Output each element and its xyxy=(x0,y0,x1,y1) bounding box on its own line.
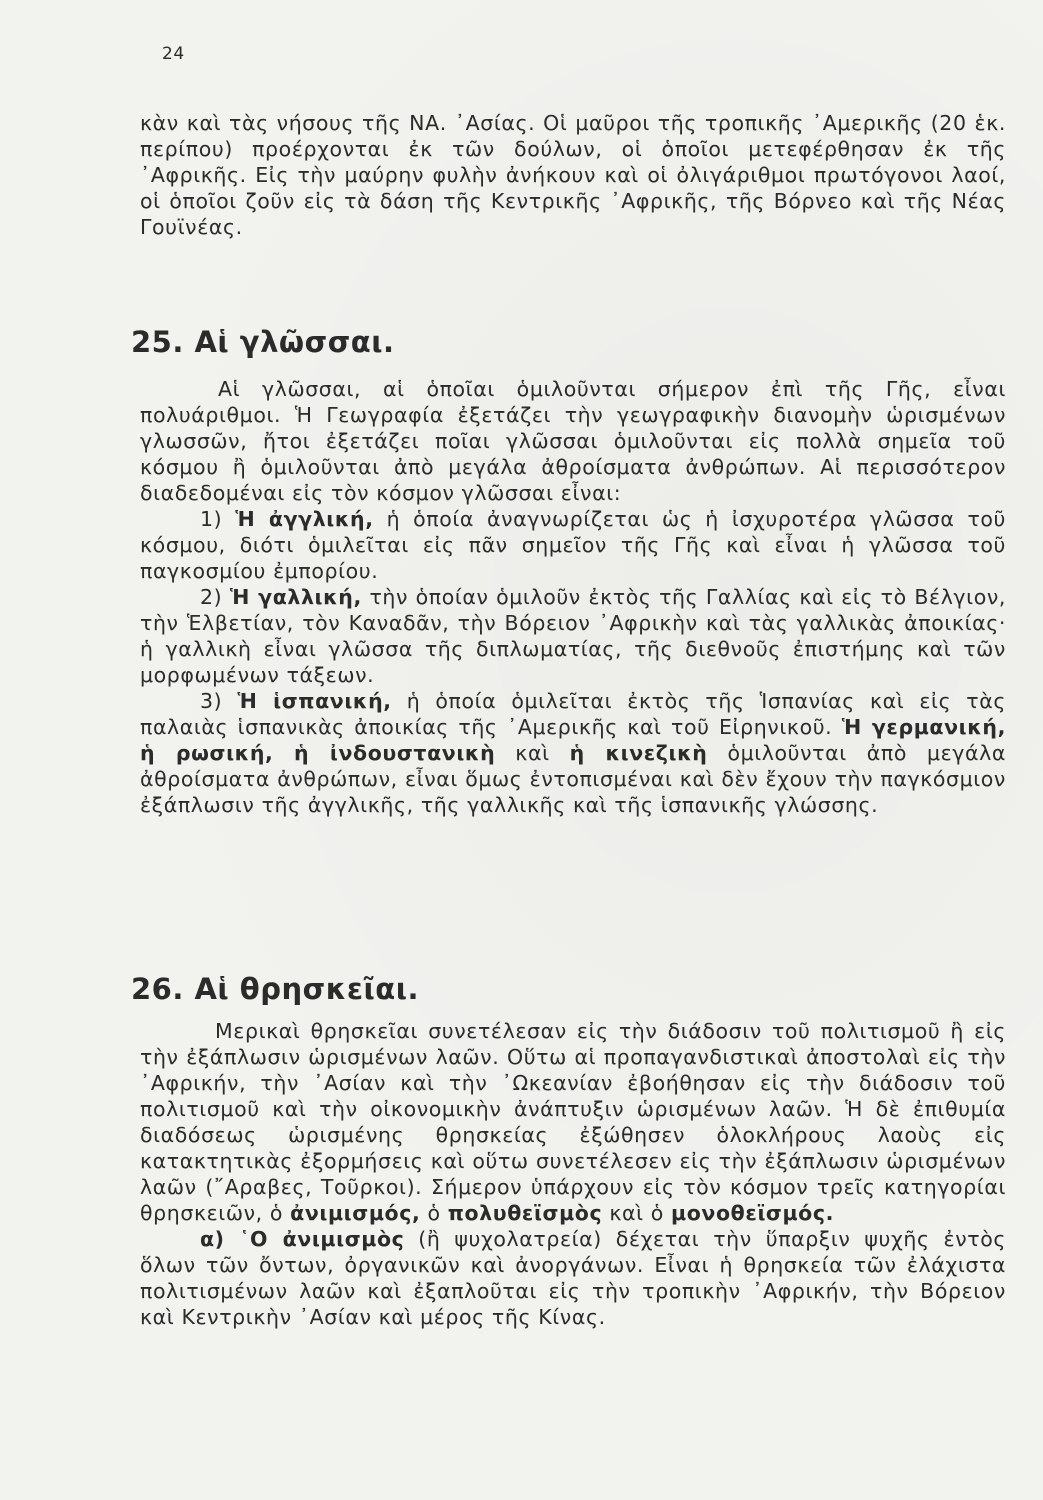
item-term: ἡ κινεζικὴ xyxy=(569,741,708,765)
item-term: Ἡ ἱσπανική, xyxy=(237,689,392,713)
intro-paragraph: κὰν καὶ τὰς νήσους τῆς ΝΑ. ᾽Ασίας. Οἱ μαῦροι τῆς τροπικῆς ᾽Αμερικῆς (20 ἑκ. περίπου) προέρχονται ἐκ τῶν δούλων, οἱ ὁποῖοι μετεφέρθησαν ἐκ τῆς ᾽Αφρικῆς. Εἰς τὴν μαύρην φυλὴν ἀνήκουν καὶ οἱ ὀλιγάριθμοι πρωτόγονοι λαοί, οἱ ὁποῖοι ζοῦν εἰς τὰ δάση τῆς Κεντρικῆς ᾽Αφρικῆς, τῆς Βόρνεο καὶ τῆς Νέας Γουϊνέας. xyxy=(140,111,1006,239)
religion-item-a xyxy=(140,1226,1006,1330)
language-item-1 xyxy=(140,506,1006,584)
language-item-2 xyxy=(140,584,1006,688)
item-term: Ἡ γερμανική, ἡ ρωσική, ἡ ἰνδουστανικὴ xyxy=(140,715,1006,765)
item-number: α) xyxy=(200,1227,240,1251)
item-term: ῾Ο ἀνιμισμὸς xyxy=(239,1227,405,1251)
item-text: τὴν ὁποίαν ὁμιλοῦν ἐκτὸς τῆς Γαλλίας καὶ εἰς τὸ Βέλγιον, τὴν Ἑλβετίαν, τὸν Καναδᾶν, τὴν Βόρειον ᾽Αφρικὴν καὶ τὰς γαλλικὰς ἀποικίας· ἡ γαλλικὴ εἶναι γλῶσσα τῆς διπλωματίας, τῆς διεθνοῦς ἐπιστήμης καὶ τῶν μορφωμένων τάξεων. xyxy=(140,585,1007,687)
item-number: 2) xyxy=(200,585,230,609)
paragraph-text: Μερικαὶ θρησκεῖαι συνετέλεσαν εἰς τὴν διάδοσιν τοῦ πολιτισμοῦ ἢ εἰς τὴν ἐξάπλωσιν ὡρισμένων λαῶν. Οὕτω αἱ προπαγανδιστικαὶ ἀποστολαὶ εἰς τὴν ᾽Αφρικήν, τὴν ᾽Ασίαν καὶ τὴν ᾽Ωκεανίαν ἐβοήθησαν εἰς τὴν διάδοσιν τοῦ πολιτισμοῦ καὶ τὴν οἰκονομικὴν ἀνάπτυξιν ὡρισμένων λαῶν. Ἡ δὲ ἐπιθυμία διαδόσεως ὡρισμένης θρησκείας ἐξώθησεν ὁλοκλήρους λαοὺς εἰς κατακτητικὰς ἐξορμήσεις καὶ οὕτω συνετέλεσεν εἰς τὴν ἐξάπλωσιν ὡρισμένων λαῶν (῎Αραβες, Τοῦρκοι). Σήμερον ὑπάρχουν εἰς τὸν κόσμον τρεῖς κατηγορίαι θρησκειῶν, ὁ xyxy=(140,1019,1006,1225)
term: ἀνιμισμός, xyxy=(290,1201,421,1225)
paragraph-text: ὁ xyxy=(420,1201,448,1225)
item-text: ἡ ὁποία ὁμιλεῖται ἐκτὸς τῆς Ἱσπανίας καὶ εἰς τὰς παλαιὰς ἱσπανικὰς ἀποικίας τῆς ᾽Αμερικῆς καὶ τοῦ Εἰρηνικοῦ. xyxy=(140,689,1006,739)
section-26-body xyxy=(140,1018,1006,1330)
item-number: 3) xyxy=(200,689,238,713)
intro-block xyxy=(140,110,1006,240)
item-number: 1) xyxy=(200,507,236,531)
term: μονοθεϊσμός. xyxy=(671,1201,835,1225)
section-25-heading: 25. Αἱ γλῶσσαι. xyxy=(131,325,395,359)
page-number: 24 xyxy=(162,44,185,64)
section-25-intro: Αἱ γλῶσσαι, αἱ ὁποῖαι ὁμιλοῦνται σήμερον ἐπὶ τῆς Γῆς, εἶναι πολυάριθμοι. Ἡ Γεωγραφία ἐξετάζει τὴν γεωγραφικὴν διανομὴν ὡρισμένων γλωσσῶν, ἤτοι ἐξετάζει ποῖαι γλῶσσαι ὁμιλοῦνται εἰς πολλὰ σημεῖα τοῦ κόσμου ἢ ὁμιλοῦνται ἀπὸ μεγάλα ἀθροίσματα ἀνθρώπων. Αἱ περισσότερον διαδεδομέναι εἰς τὸν κόσμον γλῶσσαι εἶναι: xyxy=(140,377,1006,505)
item-term: Ἡ γαλλική, xyxy=(229,585,362,609)
paragraph-text: καὶ ὁ xyxy=(602,1201,672,1225)
section-25-body xyxy=(140,376,1006,818)
term: πολυθεϊσμὸς xyxy=(447,1201,603,1225)
item-text: ἡ ὁποία ἀναγνωρίζεται ὡς ἡ ἰσχυροτέρα γλῶσσα τοῦ κόσμου, διότι ὁμιλεῖται εἰς πᾶν σημεῖον τῆς Γῆς καὶ εἶναι ἡ γλῶσσα τοῦ παγκοσμίου ἐμπορίου. xyxy=(140,507,1007,583)
item-text: ὁμιλοῦνται ἀπὸ μεγάλα ἀθροίσματα ἀνθρώπων, εἶναι ὅμως ἐντοπισμέναι καὶ δὲν ἔχουν τὴν παγκόσμιον ἐξάπλωσιν τῆς ἀγγλικῆς, τῆς γαλλικῆς καὶ τῆς ἱσπανικῆς γλώσσης. xyxy=(140,741,1006,817)
language-item-3 xyxy=(140,688,1006,818)
item-text: (ἢ ψυχολατρεία) δέχεται τὴν ὕπαρξιν ψυχῆς ἐντὸς ὅλων τῶν ὄντων, ὀργανικῶν καὶ ἀνοργάνων. Εἶναι ἡ θρησκεία τῶν ἐλάχιστα πολιτισμένων λαῶν καὶ ἐξαπλοῦται εἰς τὴν τροπικὴν ᾽Αφρικήν, τὴν Βόρειον καὶ Κεντρικὴν ᾽Ασίαν καὶ μέρος τῆς Κίνας. xyxy=(140,1227,1006,1329)
section-26-intro xyxy=(140,1018,1006,1226)
item-term: Ἡ ἀγγλική, xyxy=(235,507,374,531)
item-text: καὶ xyxy=(495,741,570,765)
section-26-heading: 26. Αἱ θρησκεῖαι. xyxy=(131,972,420,1006)
